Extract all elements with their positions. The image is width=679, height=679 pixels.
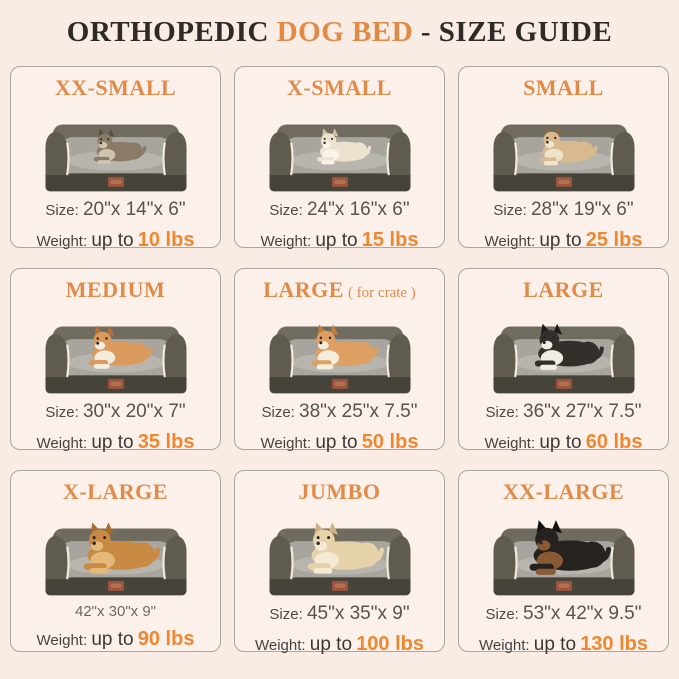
weight-line: [261, 430, 419, 455]
card-title-row: [66, 278, 166, 302]
size-line: [269, 603, 409, 626]
size-label: Size:: [45, 202, 79, 220]
size-line: [45, 199, 185, 222]
card-size-name: LARGE: [263, 277, 344, 302]
size-value: 20"x 14"x 6": [82, 199, 186, 221]
weight-label: Weight:: [36, 232, 88, 250]
card-title-row: [63, 480, 168, 504]
card-size-name: XX-SMALL: [54, 75, 177, 100]
weight-line: [485, 228, 643, 253]
size-guide-grid: [0, 64, 679, 655]
card-title-row: [287, 76, 392, 100]
size-value: 30"x 20"x 7": [82, 401, 186, 423]
weight-value: 50 lbs: [361, 430, 419, 453]
weight-line: [37, 228, 195, 253]
pet-on-bed-photo: [255, 101, 425, 195]
weight-prefix: up to: [91, 629, 134, 651]
weight-label: Weight:: [260, 232, 312, 250]
size-line: [485, 401, 641, 424]
size-line: [493, 199, 633, 222]
size-card-small: [458, 66, 669, 251]
card-size-name: LARGE: [523, 277, 604, 302]
page-title-highlight: DOG BED: [276, 15, 414, 48]
pet-on-bed-photo: [255, 505, 425, 599]
card-title-row: [523, 76, 604, 100]
size-label: Size:: [485, 404, 519, 422]
weight-label: Weight:: [254, 636, 306, 654]
weight-prefix: up to: [533, 633, 577, 655]
weight-line: [37, 430, 195, 455]
size-card-jumbo: [234, 470, 445, 655]
pet-on-bed-photo: [479, 101, 649, 195]
weight-label: Weight:: [260, 434, 312, 452]
weight-value: 15 lbs: [361, 228, 419, 251]
size-value: 28"x 19"x 6": [530, 199, 634, 221]
weight-line: [479, 632, 648, 657]
card-title-row: [523, 278, 604, 302]
weight-prefix: up to: [91, 229, 134, 251]
size-value: 24"x 16"x 6": [306, 199, 410, 221]
pet-on-bed-photo: [479, 505, 649, 599]
card-size-note: ( for crate ): [347, 285, 416, 301]
size-label: Size:: [45, 404, 79, 422]
weight-line: [255, 632, 424, 657]
weight-label: Weight:: [484, 232, 536, 250]
card-size-name: XX-LARGE: [502, 479, 625, 504]
weight-prefix: up to: [91, 431, 134, 453]
size-label: Size:: [269, 202, 303, 220]
page-title-suffix: - SIZE GUIDE: [413, 15, 613, 48]
size-line: [75, 603, 156, 621]
size-value: 45"x 35"x 9": [306, 603, 410, 625]
weight-label: Weight:: [36, 434, 88, 452]
size-line: [45, 401, 185, 424]
weight-value: 35 lbs: [137, 430, 195, 453]
weight-prefix: up to: [539, 229, 582, 251]
pet-on-bed-photo: [479, 303, 649, 397]
weight-line: [37, 627, 195, 652]
page-header: [0, 0, 679, 64]
page-title-prefix: ORTHOPEDIC: [66, 15, 277, 48]
size-card-large-for-crate: [234, 268, 445, 453]
size-card-large: [458, 268, 669, 453]
pet-on-bed-photo: [31, 303, 201, 397]
weight-value: 100 lbs: [356, 632, 425, 655]
weight-label: Weight:: [484, 434, 536, 452]
weight-value: 130 lbs: [580, 632, 649, 655]
page-title: [67, 16, 612, 49]
card-title-row: [503, 480, 624, 504]
size-value: 38"x 25"x 7.5": [299, 401, 418, 423]
card-title-row: [263, 278, 416, 302]
size-line: [269, 199, 409, 222]
weight-line: [485, 430, 643, 455]
size-label: Size:: [269, 606, 303, 624]
size-card-x-small: [234, 66, 445, 251]
size-label: Size:: [493, 202, 527, 220]
size-card-xx-large: [458, 470, 669, 655]
size-value: 42"x 30"x 9": [74, 603, 157, 621]
weight-value: 10 lbs: [137, 228, 195, 251]
size-value: 53"x 42"x 9.5": [523, 603, 642, 625]
card-size-name: SMALL: [523, 75, 604, 100]
size-value: 36"x 27"x 7.5": [523, 401, 642, 423]
card-title-row: [299, 480, 381, 504]
card-title-row: [55, 76, 176, 100]
size-card-xx-small: [10, 66, 221, 251]
card-size-name: X-LARGE: [63, 479, 168, 504]
weight-value: 25 lbs: [585, 228, 643, 251]
card-size-name: JUMBO: [298, 479, 381, 504]
weight-value: 90 lbs: [137, 628, 195, 651]
size-label: Size:: [261, 404, 295, 422]
weight-prefix: up to: [315, 229, 358, 251]
size-card-medium: [10, 268, 221, 453]
weight-prefix: up to: [315, 431, 358, 453]
card-size-name: X-SMALL: [287, 75, 392, 100]
weight-prefix: up to: [539, 431, 582, 453]
size-line: [261, 401, 417, 424]
weight-label: Weight:: [36, 632, 88, 650]
size-label: Size:: [485, 606, 519, 624]
weight-prefix: up to: [309, 633, 353, 655]
weight-value: 60 lbs: [585, 430, 643, 453]
pet-on-bed-photo: [255, 303, 425, 397]
card-size-name: MEDIUM: [65, 277, 166, 302]
size-line: [485, 603, 641, 626]
weight-line: [261, 228, 419, 253]
size-card-x-large: [10, 470, 221, 652]
pet-on-bed-photo: [31, 505, 201, 599]
weight-label: Weight:: [478, 636, 530, 654]
pet-on-bed-photo: [31, 101, 201, 195]
